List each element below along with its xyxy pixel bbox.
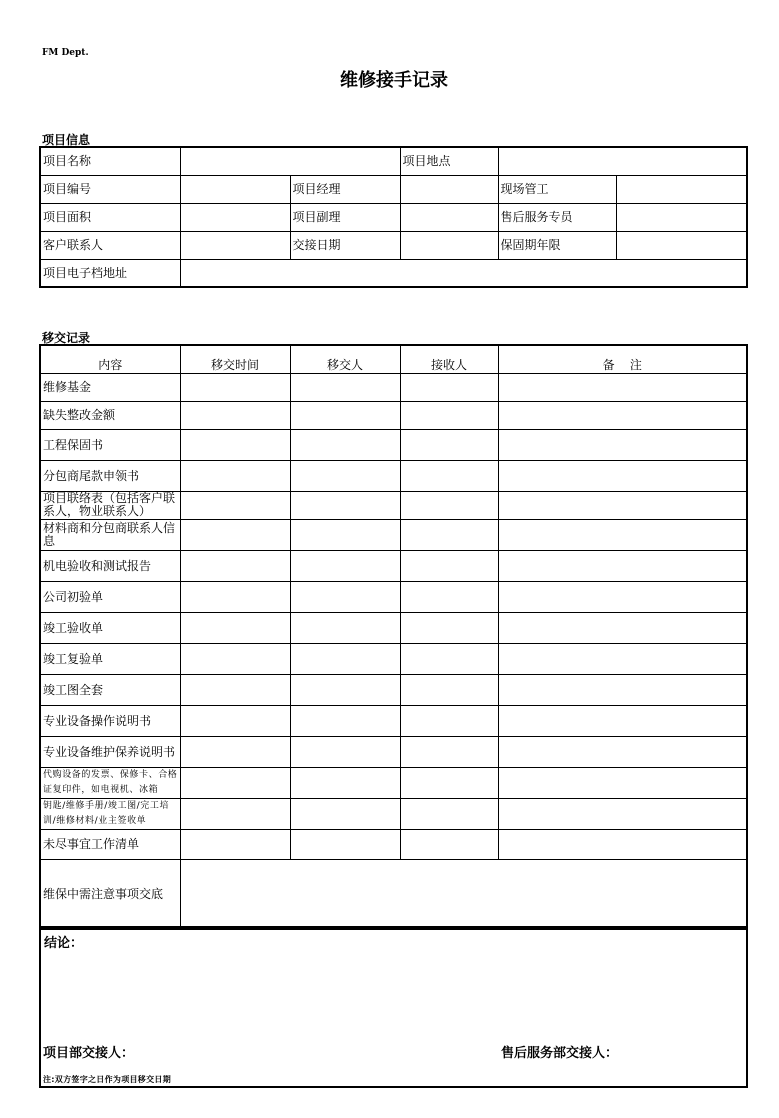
archive-address-label: 项目电子档地址	[40, 259, 180, 287]
service-signer-label: 售后服务部交接人：	[501, 1046, 619, 1061]
column-header-content: 内容	[40, 345, 180, 373]
item-label: 工程保固书	[40, 429, 180, 460]
item-label: 未尽事宜工作清单	[40, 829, 180, 859]
remarks-cell[interactable]	[498, 829, 747, 859]
handed-by-cell[interactable]	[290, 373, 400, 401]
column-header-remarks: 备 注	[498, 345, 747, 373]
handover-time-cell[interactable]	[180, 643, 290, 674]
project-manager-label: 项目经理	[290, 175, 400, 203]
remarks-cell[interactable]	[498, 429, 747, 460]
table-row	[40, 798, 747, 829]
handed-by-cell[interactable]	[290, 612, 400, 643]
table-row	[40, 373, 747, 401]
project-number-value[interactable]	[180, 175, 290, 203]
received-by-cell[interactable]	[400, 429, 498, 460]
remarks-cell[interactable]	[498, 460, 747, 491]
table-row	[40, 550, 747, 581]
handed-by-cell[interactable]	[290, 736, 400, 767]
project-info-table	[39, 146, 748, 288]
warranty-value[interactable]	[616, 231, 747, 259]
handover-time-cell[interactable]	[180, 550, 290, 581]
remarks-cell[interactable]	[498, 767, 747, 798]
handover-time-cell[interactable]	[180, 612, 290, 643]
table-row	[40, 231, 747, 259]
received-by-cell[interactable]	[400, 612, 498, 643]
project-name-value[interactable]	[180, 147, 400, 175]
received-by-cell[interactable]	[400, 550, 498, 581]
received-by-cell[interactable]	[400, 491, 498, 519]
handover-date-label: 交接日期	[290, 231, 400, 259]
handover-time-cell[interactable]	[180, 373, 290, 401]
received-by-cell[interactable]	[400, 798, 498, 829]
received-by-cell[interactable]	[400, 705, 498, 736]
project-location-label: 项目地点	[400, 147, 498, 175]
handover-time-cell[interactable]	[180, 429, 290, 460]
item-label: 分包商尾款申领书	[40, 460, 180, 491]
table-row	[40, 829, 747, 859]
remarks-cell[interactable]	[498, 550, 747, 581]
client-contact-label: 客户联系人	[40, 231, 180, 259]
handover-time-cell[interactable]	[180, 674, 290, 705]
handed-by-cell[interactable]	[290, 519, 400, 550]
table-row	[40, 460, 747, 491]
project-area-value[interactable]	[180, 203, 290, 231]
item-label: 专业设备操作说明书	[40, 705, 180, 736]
project-info-section-title: 项目信息	[42, 133, 91, 147]
handed-by-cell[interactable]	[290, 429, 400, 460]
after-sales-value[interactable]	[616, 203, 747, 231]
remarks-cell[interactable]	[498, 491, 747, 519]
notes-label: 维保中需注意事项交底	[40, 859, 180, 929]
column-header-received-by: 接收人	[400, 345, 498, 373]
item-label: 缺失整改金额	[40, 401, 180, 429]
table-row	[40, 859, 747, 929]
page-title: 维修接手记录	[340, 70, 448, 91]
table-row	[40, 259, 747, 287]
handover-time-cell[interactable]	[180, 491, 290, 519]
warranty-label: 保固期年限	[498, 231, 616, 259]
handover-time-cell[interactable]	[180, 519, 290, 550]
after-sales-label: 售后服务专员	[498, 203, 616, 231]
handed-by-cell[interactable]	[290, 581, 400, 612]
client-contact-value[interactable]	[180, 231, 290, 259]
table-row	[40, 705, 747, 736]
received-by-cell[interactable]	[400, 581, 498, 612]
handover-time-cell[interactable]	[180, 460, 290, 491]
handover-time-cell[interactable]	[180, 401, 290, 429]
handed-by-cell[interactable]	[290, 491, 400, 519]
received-by-cell[interactable]	[400, 736, 498, 767]
received-by-cell[interactable]	[400, 829, 498, 859]
conclusion-box	[39, 926, 748, 1088]
remarks-cell[interactable]	[498, 519, 747, 550]
handed-by-cell[interactable]	[290, 550, 400, 581]
deputy-manager-value[interactable]	[400, 203, 498, 231]
item-label: 项目联络表（包括客户联系人，物业联系人）	[40, 491, 180, 519]
table-row	[40, 581, 747, 612]
table-row	[40, 429, 747, 460]
handover-time-cell[interactable]	[180, 767, 290, 798]
footnote: 注:双方签字之日作为项目移交日期	[43, 1075, 171, 1084]
project-name-label: 项目名称	[40, 147, 180, 175]
handover-date-value[interactable]	[400, 231, 498, 259]
received-by-cell[interactable]	[400, 373, 498, 401]
table-header-row	[40, 345, 747, 373]
project-manager-value[interactable]	[400, 175, 498, 203]
handed-by-cell[interactable]	[290, 674, 400, 705]
item-label: 代购设备的发票、保修卡、合格证复印件，如电视机、冰箱	[40, 767, 180, 798]
project-number-label: 项目编号	[40, 175, 180, 203]
project-area-label: 项目面积	[40, 203, 180, 231]
remarks-cell[interactable]	[498, 373, 747, 401]
remarks-cell[interactable]	[498, 798, 747, 829]
remarks-cell[interactable]	[498, 643, 747, 674]
table-row	[40, 519, 747, 550]
table-row	[40, 736, 747, 767]
remarks-cell[interactable]	[498, 705, 747, 736]
remarks-cell[interactable]	[498, 674, 747, 705]
handover-time-cell[interactable]	[180, 829, 290, 859]
dept-label: FM Dept.	[42, 48, 89, 58]
project-location-value[interactable]	[498, 147, 747, 175]
received-by-cell[interactable]	[400, 519, 498, 550]
handed-by-cell[interactable]	[290, 643, 400, 674]
handed-by-cell[interactable]	[290, 829, 400, 859]
column-header-handover-time: 移交时间	[180, 345, 290, 373]
received-by-cell[interactable]	[400, 460, 498, 491]
item-label: 竣工图全套	[40, 674, 180, 705]
table-row	[40, 147, 747, 175]
handover-time-cell[interactable]	[180, 736, 290, 767]
received-by-cell[interactable]	[400, 767, 498, 798]
site-management-value[interactable]	[616, 175, 747, 203]
handed-by-cell[interactable]	[290, 460, 400, 491]
received-by-cell[interactable]	[400, 674, 498, 705]
remarks-cell[interactable]	[498, 612, 747, 643]
received-by-cell[interactable]	[400, 401, 498, 429]
deputy-manager-label: 项目副理	[290, 203, 400, 231]
table-row	[40, 767, 747, 798]
handed-by-cell[interactable]	[290, 401, 400, 429]
conclusion-label: 结论：	[44, 936, 84, 951]
remarks-cell[interactable]	[498, 401, 747, 429]
item-label: 竣工验收单	[40, 612, 180, 643]
handed-by-cell[interactable]	[290, 798, 400, 829]
item-label: 维修基金	[40, 373, 180, 401]
handover-section-title: 移交记录	[42, 331, 91, 345]
table-row	[40, 674, 747, 705]
column-header-handed-by: 移交人	[290, 345, 400, 373]
table-row	[40, 643, 747, 674]
item-label: 专业设备维护保养说明书	[40, 736, 180, 767]
item-label: 竣工复验单	[40, 643, 180, 674]
site-management-label: 现场管工	[498, 175, 616, 203]
project-signer-label: 项目部交接人：	[43, 1046, 135, 1061]
handed-by-cell[interactable]	[290, 705, 400, 736]
remarks-cell[interactable]	[498, 581, 747, 612]
handover-time-cell[interactable]	[180, 798, 290, 829]
handed-by-cell[interactable]	[290, 767, 400, 798]
archive-address-value[interactable]	[180, 259, 747, 287]
table-row	[40, 612, 747, 643]
handover-table	[39, 344, 748, 930]
table-row	[40, 175, 747, 203]
item-label: 钥匙/维修手册/竣工图/完工培训/维修材料/业主签收单	[40, 798, 180, 829]
table-row	[40, 401, 747, 429]
received-by-cell[interactable]	[400, 643, 498, 674]
item-label: 公司初验单	[40, 581, 180, 612]
handover-time-cell[interactable]	[180, 581, 290, 612]
handover-time-cell[interactable]	[180, 705, 290, 736]
item-label: 机电验收和测试报告	[40, 550, 180, 581]
table-row	[40, 203, 747, 231]
item-label: 材料商和分包商联系人信息	[40, 519, 180, 550]
remarks-cell[interactable]	[498, 736, 747, 767]
notes-value[interactable]	[180, 859, 747, 929]
table-row	[40, 491, 747, 519]
